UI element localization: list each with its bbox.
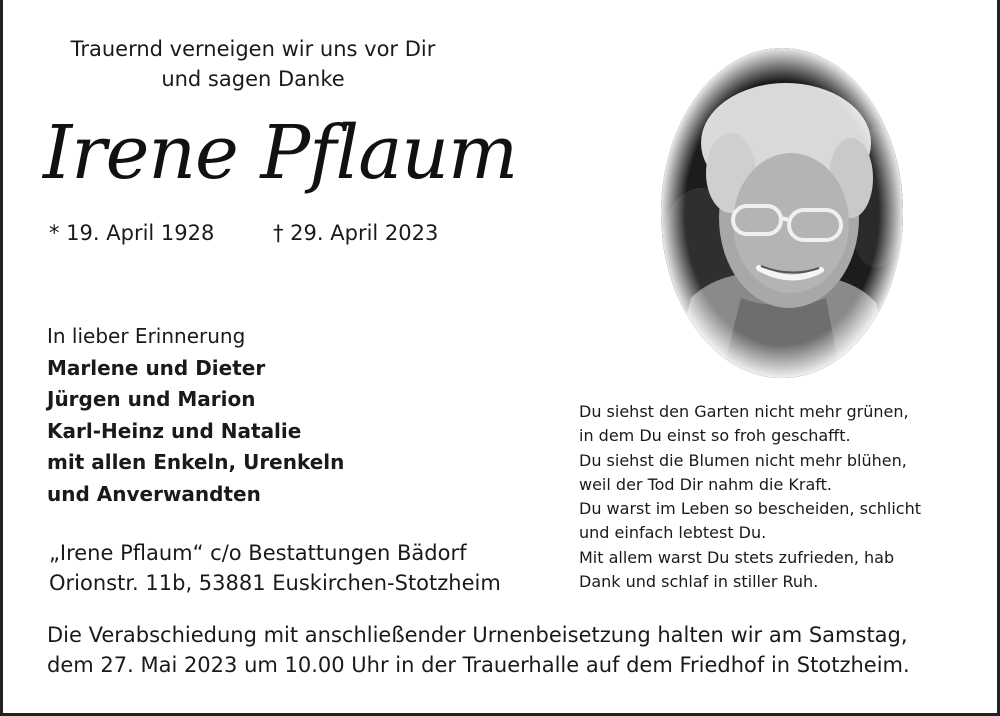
poem-line: in dem Du einst so froh geschafft. — [579, 426, 851, 446]
intro-line-1: Trauernd verneigen wir uns vor Dir — [70, 37, 436, 61]
ceremony-info — [47, 620, 910, 680]
ceremony-line-1: Die Verabschiedung mit anschließender Urnenbeisetzung halten wir am Samstag, — [47, 623, 908, 647]
birth-date: * 19. April 1928 — [49, 221, 215, 245]
poem-line: Du siehst den Garten nicht mehr grünen, — [579, 402, 909, 421]
address-line-2: Orionstr. 11b, 53881 Euskirchen-Stotzheim — [49, 571, 501, 595]
poem-line: Mit allem warst Du stets zufrieden, hab — [579, 547, 895, 567]
deceased-name: Irene Pflaum — [43, 110, 518, 196]
portrait-photo-icon — [661, 48, 903, 378]
death-date: † 29. April 2023 — [273, 221, 439, 245]
poem-line: Dank und schlaf in stiller Ruh. — [579, 572, 819, 592]
portrait-drawing — [661, 48, 903, 378]
mourner-name: mit allen Enkeln, Urenkeln — [47, 450, 345, 474]
intro-text — [33, 34, 473, 94]
life-dates — [49, 220, 439, 246]
contact-address — [49, 538, 501, 598]
poem — [579, 400, 921, 594]
poem-line: und einfach lebtest Du. — [579, 523, 767, 543]
mourners-block — [47, 321, 344, 510]
intro-line-2: und sagen Danke — [161, 67, 345, 91]
mourners-names — [47, 353, 344, 511]
poem-line: Du warst im Leben so bescheiden, schlicht — [579, 499, 921, 519]
mourner-name: Karl-Heinz und Natalie — [47, 418, 302, 443]
ceremony-line-2: dem 27. Mai 2023 um 10.00 Uhr in der Trauerhalle auf dem Friedhof in Stotzheim. — [47, 653, 910, 677]
mourner-name: Marlene und Dieter — [47, 355, 266, 380]
poem-line: weil der Tod Dir nahm die Kraft. — [579, 474, 832, 494]
mourners-intro: In lieber Erinnerung — [47, 324, 246, 348]
address-line-1: „Irene Pflaum“ c/o Bestattungen Bädorf — [49, 541, 467, 565]
mourner-name: und Anverwandten — [47, 481, 261, 506]
poem-line: Du siehst die Blumen nicht mehr blühen, — [579, 450, 907, 470]
mourner-name: Jürgen und Marion — [47, 387, 256, 411]
